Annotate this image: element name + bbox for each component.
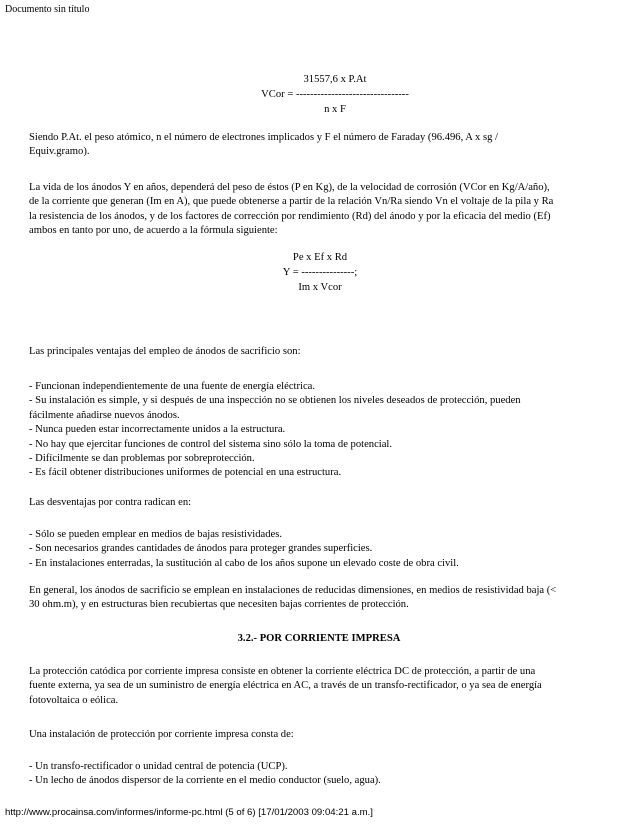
text-line: de la corriente que generan (Im en A), que puede obtenerse a partir de la relación Vn/Ra siendo Vn el voltaje de la pila y Ra bbox=[29, 196, 554, 208]
list-item: - Funcionan independientemente de una fuente de energía eléctrica. bbox=[29, 381, 316, 392]
list-item: - Es fácil obtener distribuciones uniformes de potencial en una estructura. bbox=[29, 467, 342, 479]
disadvantages-list bbox=[29, 528, 614, 571]
formula-y-line: Y = ---------------; bbox=[282, 267, 358, 278]
text-line: ambos en tanto por uno, de acuerdo a la fórmula siguiente: bbox=[29, 225, 278, 237]
list-item: - Sólo se pueden emplear en medios de bajas resistividades. bbox=[29, 529, 283, 540]
list-item: - En instalaciones enterradas, la sustitución al cabo de los años supone un elevado coste de obra civil. bbox=[29, 557, 459, 569]
formula-vcor-numerator: 31557,6 x P.At bbox=[303, 74, 367, 85]
text-line: La vida de los ánodos Y en años, dependerá del peso de éstos (P en Kg), de la velocidad de corrosión (VCor en Kg/A/año), bbox=[29, 182, 550, 193]
paragraph-anode-life bbox=[29, 181, 614, 239]
text-line: La protección catódica por corriente impresa consiste en obtener la corriente eléctrica DC de protección, a partir de una bbox=[29, 666, 536, 677]
paragraph-advantages-intro bbox=[29, 345, 614, 359]
list-item: - Nunca pueden estar incorrectamente unidos a la estructura. bbox=[29, 424, 286, 436]
list-item: - No hay que ejercitar funciones de control del sistema sino sólo la toma de potencial. bbox=[29, 438, 393, 450]
formula-y-numerator: Pe x Ef x Rd bbox=[292, 252, 348, 263]
paragraph-installation-intro bbox=[29, 728, 614, 742]
paragraph-disadvantages-intro bbox=[29, 496, 614, 510]
formula-vcor-line: VCor = -------------------------------- bbox=[261, 89, 409, 100]
text-line: Las desventajas por contra radican en: bbox=[29, 497, 192, 508]
text-line: fuente externa, ya sea de un suministro de energía eléctrica en AC, a través de un transfo-rectificador, o ya sea de energía bbox=[29, 680, 542, 692]
advantages-list bbox=[29, 380, 614, 481]
section-heading: 3.2.- POR CORRIENTE IMPRESA bbox=[237, 633, 401, 644]
text-line: Las principales ventajas del empleo de ánodos de sacrificio son: bbox=[29, 346, 301, 357]
text-line: Equiv.gramo). bbox=[29, 146, 90, 158]
text-line: Una instalación de protección por corriente impresa consta de: bbox=[29, 729, 294, 740]
text-line: fotovoltaica o eólica. bbox=[29, 694, 119, 706]
formula-vcor-denominator: n x F bbox=[324, 104, 346, 115]
text-line: Siendo P.At. el peso atómico, n el número de electrones implicados y F el número de Faraday (96.496, A x sg / bbox=[29, 132, 498, 143]
paragraph-general-use bbox=[29, 584, 614, 613]
list-item: - Su instalación es simple, y si después de una inspección no se obtienen los niveles deseados de protección, pueden bbox=[29, 395, 521, 407]
text-line: En general, los ánodos de sacrificio se emplean en instalaciones de reducidas dimensiones, en medios de resistividad baja (< bbox=[29, 585, 557, 596]
paragraph-faraday bbox=[29, 131, 614, 160]
document-title: Documento sin título bbox=[5, 4, 90, 15]
formula-y-denominator: Im x Vcor bbox=[298, 282, 342, 293]
list-item: fácilmente añadirse nuevos ánodos. bbox=[29, 409, 180, 421]
text-line: la resistencia de los ánodos, y de los factores de corrección por rendimiento (Rd) del ánodo y por la eficacia del medio (Ef) bbox=[29, 210, 551, 222]
paragraph-impressed-current bbox=[29, 665, 614, 708]
footer-url: http://www.procainsa.com/informes/informe-pc.html (5 of 6) [17/01/2003 09:04:21 a.m.] bbox=[5, 807, 373, 818]
list-item: - Son necesarios grandes cantidades de ánodos para proteger grandes superficies. bbox=[29, 543, 373, 555]
list-item: - Difícilmente se dan problemas por sobreprotección. bbox=[29, 453, 255, 465]
text-line: 30 ohm.m), y en estructuras bien recubiertas que necesiten bajas corrientes de protección. bbox=[29, 599, 409, 611]
list-item: - Un transfo-rectificador o unidad central de potencia (UCP). bbox=[29, 761, 288, 772]
list-item: - Un lecho de ánodos dispersor de la corriente en el medio conductor (suelo, agua). bbox=[29, 775, 381, 787]
components-list bbox=[29, 760, 614, 789]
